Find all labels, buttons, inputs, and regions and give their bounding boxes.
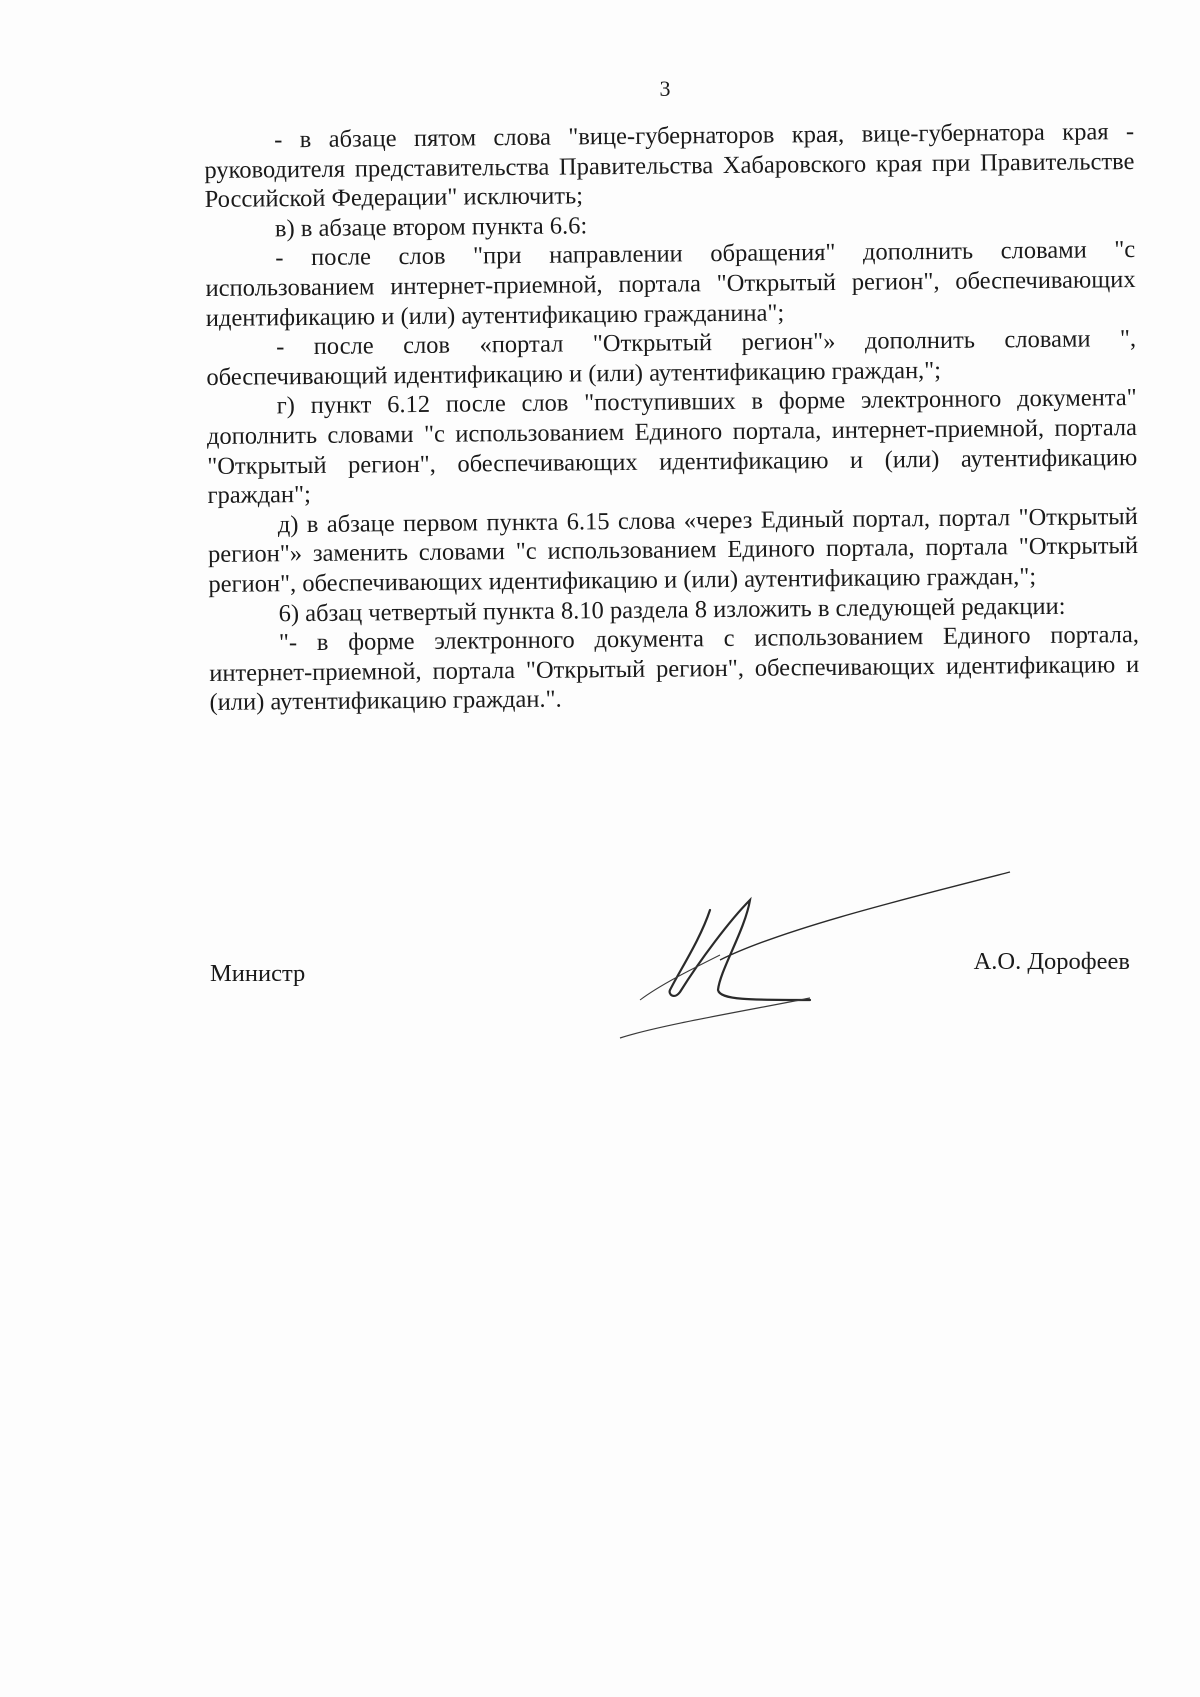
paragraph-2: в) в абзаце втором пункта 6.6: [274,212,588,243]
page-number: 3 [659,76,671,101]
paragraph-7: 6) абзац четвертый пункта 8.10 раздела 8 изложить в следующей редакции: [278,592,1066,627]
paragraph-4: - после слов «портал "Открытый регион"» дополнить словами ", обеспечивающий идентификацию и (или) аутентификацию граждан,"; [206,325,1137,391]
paragraph-5: г) пункт 6.12 после слов "поступивших в форме электронного документа" дополнить словами "с использованием Единого портала, интернет-приемной, портала "Открытый регион", обеспечивающих идентификацию и (или) аутентификацию граждан"; [206,384,1138,510]
signatory-title: Министр [210,960,306,987]
document-body [204,117,1140,718]
paragraph-8: "- в форме электронного документа с использованием Единого портала, интернет-приемной, портала "Открытый регион", обеспечивающих идентификацию и (или) аутентификацию граждан.". [209,621,1140,717]
paragraph-6: д) в абзаце первом пункта 6.15 слова «через Единый портал, портал "Открытый регион"» заменить словами "с использованием Единого портала, портала "Открытый регион", обеспечивающих идентификацию и (или) аутентификацию граждан,"; [207,502,1139,598]
handwritten-signature [600,860,1020,1040]
signatory-name: А.О. Дорофеев [973,948,1130,975]
paragraph-1: - в абзаце пятом слова "вице-губернаторов края, вице-губернатора края - руководителя представительства Правительства Хабаровского края при Правительстве Российской Федерации" исключить; [204,118,1135,214]
paragraph-3: - после слов "при направлении обращения" дополнить словами "с использованием интернет-приемной, портала "Открытый регион", обеспечивающих идентификацию и (или) аутентификацию гражданина"; [205,236,1136,332]
